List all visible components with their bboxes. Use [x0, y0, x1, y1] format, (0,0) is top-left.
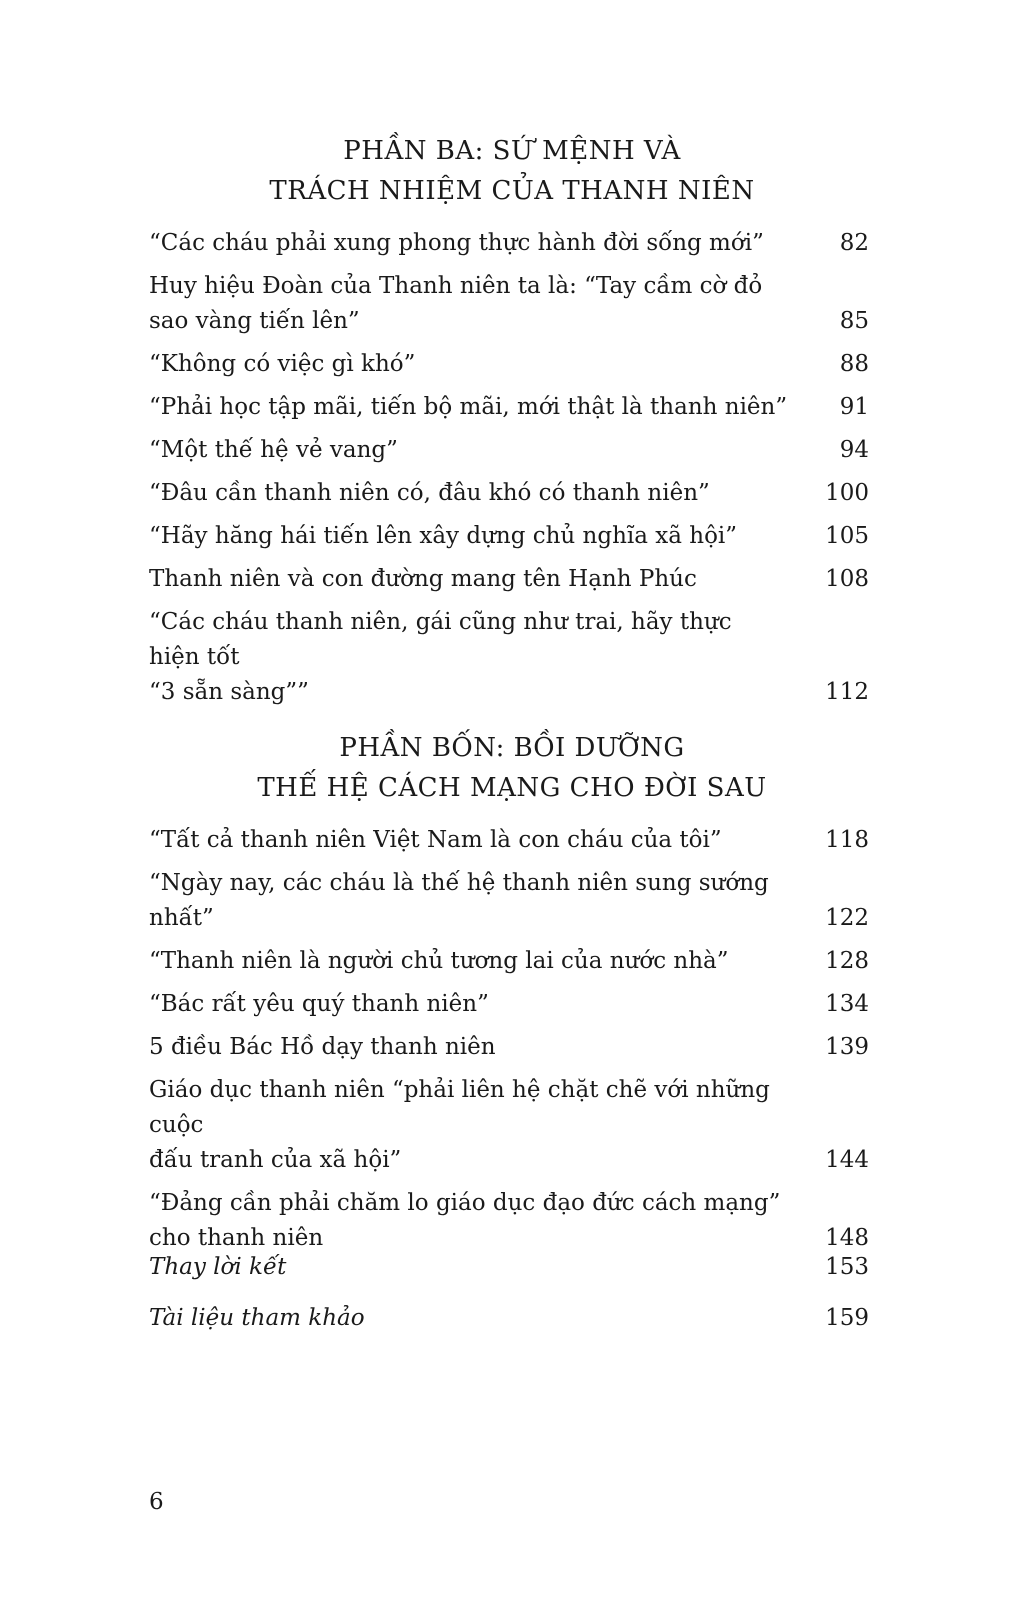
- toc-entry-page: 128: [825, 948, 869, 974]
- toc-entry-title: “Các cháu phải xung phong thực hành đời sống mới”: [149, 230, 764, 256]
- toc-entry: [149, 390, 869, 425]
- toc-entry-page: 122: [825, 905, 869, 931]
- toc-entry-title: “Phải học tập mãi, tiến bộ mãi, mới thật là thanh niên”: [149, 394, 788, 420]
- toc-entry-closing: [149, 1250, 869, 1285]
- section4-title-line2: THẾ HỆ CÁCH MẠNG CHO ĐỜI SAU: [257, 773, 767, 803]
- toc-entry-title-cont: đấu tranh của xã hội”: [149, 1147, 402, 1173]
- toc-entry-page: 159: [825, 1305, 869, 1331]
- toc-entry-title: Huy hiệu Đoàn của Thanh niên ta là: “Tay cầm cờ đỏ: [149, 273, 763, 299]
- toc-entry-title: Thay lời kết: [149, 1254, 287, 1280]
- section4-title-line1: PHẦN BỐN: BỒI DƯỠNG: [339, 733, 685, 763]
- toc-entry: [149, 476, 869, 511]
- toc-entry: [149, 1030, 869, 1065]
- toc-entry-title: “Ngày nay, các cháu là thế hệ thanh niên sung sướng nhất”: [149, 870, 769, 931]
- toc-entry-page: 91: [839, 394, 869, 420]
- toc-entry-title: “Các cháu thanh niên, gái cũng như trai, hãy thực hiện tốt: [149, 609, 732, 670]
- toc-entry-title: 5 điều Bác Hồ dạy thanh niên: [149, 1034, 496, 1060]
- toc-entry-title: “Đảng cần phải chăm lo giáo dục đạo đức cách mạng”: [149, 1190, 781, 1216]
- toc-entry-page: 85: [839, 308, 869, 334]
- toc-entry-page: 153: [825, 1254, 869, 1280]
- closing-toc: [149, 1250, 869, 1336]
- toc-entry-page: 82: [839, 230, 869, 256]
- toc-entry-page: 112: [825, 679, 869, 705]
- toc-entry-title-cont: sao vàng tiến lên”: [149, 308, 360, 334]
- toc-entry: [149, 347, 869, 382]
- section3-title-line1: PHẦN BA: SỨ MỆNH VÀ: [343, 136, 681, 166]
- toc-entry-page: 148: [825, 1225, 869, 1251]
- toc-entry-page: 108: [825, 566, 869, 592]
- toc-entry: [149, 1073, 869, 1178]
- toc-entry-page: 144: [825, 1147, 869, 1173]
- toc-entry-title-cont: cho thanh niên: [149, 1225, 324, 1251]
- toc-entry-references: [149, 1301, 869, 1336]
- section4-toc: [149, 823, 869, 1256]
- toc-entry-title: “Đâu cần thanh niên có, đâu khó có thanh niên”: [149, 480, 710, 506]
- toc-entry: [149, 269, 869, 339]
- section3-toc: [149, 226, 869, 710]
- toc-entry-title: “Thanh niên là người chủ tương lai của nước nhà”: [149, 948, 729, 974]
- toc-entry: [149, 866, 869, 936]
- toc-entry: [149, 562, 869, 597]
- toc-entry: [149, 605, 869, 710]
- toc-entry: [149, 987, 869, 1022]
- toc-entry-title: “Một thế hệ vẻ vang”: [149, 437, 398, 463]
- toc-entry-page: 88: [839, 351, 869, 377]
- toc-entry-title: “Bác rất yêu quý thanh niên”: [149, 991, 489, 1017]
- toc-entry-title: Giáo dục thanh niên “phải liên hệ chặt chẽ với những cuộc: [149, 1077, 770, 1138]
- toc-entry-title: “Tất cả thanh niên Việt Nam là con cháu của tôi”: [149, 827, 722, 853]
- toc-entry-title-cont: “3 sẵn sàng””: [149, 679, 309, 705]
- toc-entry: [149, 823, 869, 858]
- toc-entry-page: 134: [825, 991, 869, 1017]
- toc-entry-page: 105: [825, 523, 869, 549]
- toc-entry: [149, 1186, 869, 1256]
- toc-entry-title: “Không có việc gì khó”: [149, 351, 416, 377]
- toc-entry-title: “Hãy hăng hái tiến lên xây dựng chủ nghĩa xã hội”: [149, 523, 738, 549]
- toc-entry: [149, 944, 869, 979]
- toc-entry-page: 118: [825, 827, 869, 853]
- toc-entry: [149, 433, 869, 468]
- toc-entry-title: Thanh niên và con đường mang tên Hạnh Phúc: [149, 566, 697, 592]
- page-number: 6: [149, 1489, 164, 1515]
- toc-entry: [149, 519, 869, 554]
- toc-entry-title: Tài liệu tham khảo: [149, 1305, 365, 1331]
- toc-entry-page: 100: [825, 480, 869, 506]
- toc-entry: [149, 226, 869, 261]
- section3-title-line2: TRÁCH NHIỆM CỦA THANH NIÊN: [269, 176, 755, 206]
- toc-entry-page: 94: [839, 437, 869, 463]
- toc-entry-page: 139: [825, 1034, 869, 1060]
